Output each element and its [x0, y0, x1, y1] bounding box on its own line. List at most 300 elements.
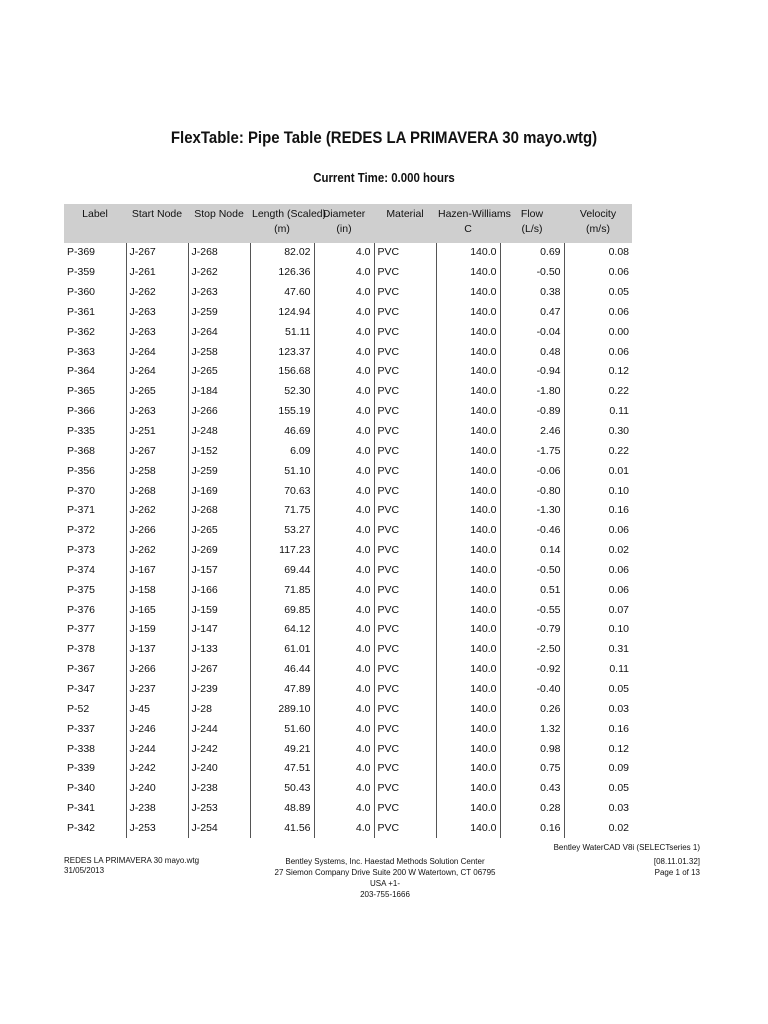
table-cell: J-259 — [188, 303, 250, 323]
table-cell: 4.0 — [314, 640, 374, 660]
footer-product: Bentley WaterCAD V8i (SELECTseries 1) — [553, 843, 700, 852]
table-cell: P-369 — [64, 243, 126, 263]
table-cell: 4.0 — [314, 818, 374, 838]
table-cell: J-165 — [126, 600, 188, 620]
table-cell: 4.0 — [314, 263, 374, 283]
table-cell: PVC — [374, 739, 436, 759]
table-cell: 4.0 — [314, 362, 374, 382]
table-cell: -0.50 — [500, 561, 564, 581]
table-cell: 4.0 — [314, 303, 374, 323]
table-cell: 0.00 — [608, 325, 629, 338]
footer-page-info — [654, 856, 700, 878]
table-cell: J-264 — [188, 322, 250, 342]
table-cell: P-377 — [64, 620, 126, 640]
table-cell: J-147 — [188, 620, 250, 640]
table-cell: 0.75 — [500, 759, 564, 779]
table-row — [64, 580, 632, 600]
table-cell: P-360 — [64, 283, 126, 303]
table-cell: J-262 — [188, 263, 250, 283]
table-cell: 51.60 — [250, 719, 314, 739]
table-row — [64, 699, 632, 719]
table-cell: 47.89 — [250, 680, 314, 700]
table-cell: J-266 — [126, 660, 188, 680]
table-row — [64, 263, 632, 283]
table-cell: 0.47 — [500, 303, 564, 323]
table-cell: 140.0 — [436, 263, 500, 283]
table-cell: 4.0 — [314, 461, 374, 481]
table-row — [64, 640, 632, 660]
table-cell: -2.50 — [500, 640, 564, 660]
footer-company-info — [270, 856, 500, 900]
table-cell: P-347 — [64, 680, 126, 700]
table-cell: 0.12 — [608, 365, 629, 378]
table-cell: J-268 — [188, 243, 250, 263]
footer-file-name: REDES LA PRIMAVERA 30 mayo.wtg — [64, 856, 200, 865]
table-cell: 4.0 — [314, 759, 374, 779]
table-cell: P-378 — [64, 640, 126, 660]
table-cell: 0.22 — [608, 385, 629, 398]
table-cell: 0.28 — [500, 799, 564, 819]
table-cell: J-248 — [188, 422, 250, 442]
table-row — [64, 541, 632, 561]
table-row — [64, 799, 632, 819]
footer-page-number: Page 1 of 13 — [654, 868, 700, 877]
table-cell: PVC — [374, 818, 436, 838]
table-cell: J-251 — [126, 422, 188, 442]
table-row — [64, 322, 632, 342]
table-cell: 140.0 — [436, 719, 500, 739]
table-cell: J-262 — [126, 541, 188, 561]
column-header — [314, 204, 374, 243]
table-cell: J-237 — [126, 680, 188, 700]
table-cell: J-137 — [126, 640, 188, 660]
table-cell: 140.0 — [436, 739, 500, 759]
table-cell: 0.69 — [500, 243, 564, 263]
table-cell: P-365 — [64, 382, 126, 402]
footer-date: 31/05/2013 — [64, 866, 105, 875]
table-cell: PVC — [374, 759, 436, 779]
table-cell: 0.16 — [608, 722, 629, 735]
table-cell: 4.0 — [314, 620, 374, 640]
table-cell: P-341 — [64, 799, 126, 819]
table-cell: J-266 — [126, 521, 188, 541]
table-row — [64, 422, 632, 442]
table-cell: 0.30 — [608, 425, 629, 438]
table-cell: 140.0 — [436, 243, 500, 263]
table-cell: 0.07 — [608, 603, 629, 616]
table-cell: 0.22 — [608, 444, 629, 457]
table-cell: PVC — [374, 719, 436, 739]
table-cell: J-265 — [188, 521, 250, 541]
table-cell: J-242 — [126, 759, 188, 779]
table-cell: 140.0 — [436, 342, 500, 362]
table-cell: 117.23 — [250, 541, 314, 561]
table-cell: 53.27 — [250, 521, 314, 541]
footer-company-line3: 203-755-1666 — [360, 890, 410, 899]
table-cell: P-375 — [64, 580, 126, 600]
table-cell: P-339 — [64, 759, 126, 779]
table-cell: 4.0 — [314, 382, 374, 402]
table-cell: 4.0 — [314, 481, 374, 501]
table-cell: 71.75 — [250, 501, 314, 521]
table-cell: J-242 — [188, 739, 250, 759]
table-cell: 4.0 — [314, 561, 374, 581]
footer-file-info — [64, 856, 199, 876]
table-cell: J-268 — [188, 501, 250, 521]
table-cell: P-363 — [64, 342, 126, 362]
table-cell: 0.10 — [608, 484, 629, 497]
column-header — [126, 204, 188, 243]
table-cell: 0.16 — [608, 504, 629, 517]
table-row — [64, 461, 632, 481]
table-cell: 140.0 — [436, 799, 500, 819]
table-cell: 0.05 — [608, 782, 629, 795]
table-cell: 4.0 — [314, 322, 374, 342]
table-cell: J-265 — [188, 362, 250, 382]
table-cell: 140.0 — [436, 580, 500, 600]
table-cell: 41.56 — [250, 818, 314, 838]
column-header-text: (L/s) — [521, 223, 543, 235]
table-cell: J-184 — [188, 382, 250, 402]
table-cell: 124.94 — [250, 303, 314, 323]
footer-version: [08.11.01.32] — [653, 857, 700, 866]
table-cell: PVC — [374, 620, 436, 640]
table-row — [64, 342, 632, 362]
table-cell: 4.0 — [314, 402, 374, 422]
column-header — [64, 204, 126, 243]
table-row — [64, 739, 632, 759]
current-time-label: Current Time: 0.000 hours — [313, 170, 455, 185]
table-cell: PVC — [374, 263, 436, 283]
header-row — [64, 204, 632, 243]
table-cell: J-269 — [188, 541, 250, 561]
table-cell: 0.06 — [608, 305, 629, 318]
table-cell: PVC — [374, 402, 436, 422]
table-cell: 0.48 — [500, 342, 564, 362]
table-cell: 140.0 — [436, 521, 500, 541]
table-cell: 140.0 — [436, 461, 500, 481]
table-cell: PVC — [374, 382, 436, 402]
column-header-text: (m) — [274, 223, 290, 235]
table-cell: PVC — [374, 521, 436, 541]
table-cell: P-373 — [64, 541, 126, 561]
table-cell: 4.0 — [314, 243, 374, 263]
table-cell: 4.0 — [314, 660, 374, 680]
table-row — [64, 521, 632, 541]
table-cell: PVC — [374, 283, 436, 303]
table-row — [64, 362, 632, 382]
table-cell: 140.0 — [436, 600, 500, 620]
column-header-text: Hazen-Williams — [438, 208, 511, 220]
table-cell: 0.11 — [609, 405, 629, 418]
table-cell: 0.10 — [608, 623, 629, 636]
table-cell: PVC — [374, 799, 436, 819]
table-cell: 289.10 — [250, 699, 314, 719]
table-cell: PVC — [374, 580, 436, 600]
table-row — [64, 382, 632, 402]
table-cell: 0.01 — [608, 464, 629, 477]
table-row — [64, 759, 632, 779]
table-cell: P-337 — [64, 719, 126, 739]
column-header-text: (in) — [336, 223, 352, 235]
table-row — [64, 620, 632, 640]
table-cell: P-374 — [64, 561, 126, 581]
table-cell: 0.51 — [500, 580, 564, 600]
table-cell: -0.40 — [500, 680, 564, 700]
table-cell: P-370 — [64, 481, 126, 501]
table-cell: 0.05 — [608, 682, 629, 695]
table-cell: J-28 — [188, 699, 250, 719]
table-row — [64, 243, 632, 263]
table-cell: 140.0 — [436, 640, 500, 660]
table-cell: 140.0 — [436, 759, 500, 779]
page-title: FlexTable: Pipe Table (REDES LA PRIMAVERA 30 mayo.wtg) — [170, 128, 598, 147]
table-cell: J-264 — [126, 362, 188, 382]
table-cell: 61.01 — [250, 640, 314, 660]
table-cell: 0.08 — [608, 246, 629, 259]
table-cell: 140.0 — [436, 699, 500, 719]
column-header — [564, 204, 632, 243]
table-cell: 46.69 — [250, 422, 314, 442]
table-cell: 0.06 — [608, 266, 629, 279]
table-cell: -0.80 — [500, 481, 564, 501]
table-cell: -0.50 — [500, 263, 564, 283]
table-cell: 0.14 — [500, 541, 564, 561]
column-header-text: Start Node — [131, 208, 183, 220]
table-cell: 4.0 — [314, 441, 374, 461]
table-cell: J-268 — [126, 481, 188, 501]
column-header-text: Length (Scaled) — [252, 208, 327, 220]
table-cell: P-359 — [64, 263, 126, 283]
table-cell: 4.0 — [314, 342, 374, 362]
table-cell: -0.79 — [500, 620, 564, 640]
table-cell: 0.43 — [500, 779, 564, 799]
column-header-text: Material — [386, 208, 424, 220]
table-cell: PVC — [374, 660, 436, 680]
table-cell: J-267 — [126, 441, 188, 461]
table-cell: 140.0 — [436, 283, 500, 303]
column-header-text: Flow — [520, 208, 544, 220]
table-cell: 126.36 — [250, 263, 314, 283]
table-cell: J-167 — [126, 561, 188, 581]
table-cell: J-264 — [126, 342, 188, 362]
table-cell: 140.0 — [436, 402, 500, 422]
table-cell: J-263 — [126, 322, 188, 342]
table-cell: 0.02 — [608, 821, 629, 834]
table-cell: J-267 — [126, 243, 188, 263]
footer-company-line2: 27 Siemon Company Drive Suite 200 W Watertown, CT 06795 USA +1- — [274, 868, 496, 888]
pipe-table-body — [64, 243, 632, 838]
pipe-table — [64, 204, 632, 838]
table-cell: 4.0 — [314, 501, 374, 521]
column-header-text: Stop Node — [194, 208, 244, 220]
table-cell: 4.0 — [314, 521, 374, 541]
table-cell: 155.19 — [250, 402, 314, 422]
table-row — [64, 818, 632, 838]
table-cell: 0.03 — [608, 702, 629, 715]
table-cell: 70.63 — [250, 481, 314, 501]
table-cell: 0.02 — [608, 544, 629, 557]
table-cell: 0.26 — [500, 699, 564, 719]
table-cell: 0.31 — [608, 643, 629, 656]
table-cell: P-372 — [64, 521, 126, 541]
table-cell: 4.0 — [314, 799, 374, 819]
table-cell: J-238 — [188, 779, 250, 799]
table-cell: PVC — [374, 680, 436, 700]
table-cell: PVC — [374, 561, 436, 581]
table-cell: 140.0 — [436, 481, 500, 501]
table-cell: -0.89 — [500, 402, 564, 422]
table-row — [64, 402, 632, 422]
table-cell: J-240 — [126, 779, 188, 799]
table-cell: 49.21 — [250, 739, 314, 759]
table-cell: 140.0 — [436, 362, 500, 382]
table-cell: J-261 — [126, 263, 188, 283]
table-cell: J-152 — [188, 441, 250, 461]
table-cell: P-361 — [64, 303, 126, 323]
table-cell: 4.0 — [314, 779, 374, 799]
table-cell: J-258 — [188, 342, 250, 362]
table-cell: J-169 — [188, 481, 250, 501]
table-cell: J-158 — [126, 580, 188, 600]
column-header — [374, 204, 436, 243]
table-cell: P-52 — [64, 699, 126, 719]
table-cell: 0.11 — [609, 663, 629, 676]
column-header-text: Label — [82, 208, 108, 220]
table-cell: J-240 — [188, 759, 250, 779]
table-cell: 69.44 — [250, 561, 314, 581]
table-cell: 0.38 — [500, 283, 564, 303]
table-cell: J-253 — [126, 818, 188, 838]
table-row — [64, 660, 632, 680]
table-cell: -0.55 — [500, 600, 564, 620]
table-cell: J-244 — [126, 739, 188, 759]
table-cell: 46.44 — [250, 660, 314, 680]
table-row — [64, 680, 632, 700]
table-cell: 51.11 — [250, 322, 314, 342]
table-cell: 4.0 — [314, 719, 374, 739]
table-cell: PVC — [374, 422, 436, 442]
footer-company-line1: Bentley Systems, Inc. Haestad Methods Solution Center — [285, 857, 485, 866]
table-cell: PVC — [374, 699, 436, 719]
table-row — [64, 283, 632, 303]
table-cell: PVC — [374, 779, 436, 799]
table-cell: 51.10 — [250, 461, 314, 481]
table-cell: J-157 — [188, 561, 250, 581]
table-row — [64, 441, 632, 461]
table-cell: 140.0 — [436, 382, 500, 402]
table-row — [64, 303, 632, 323]
table-cell: J-266 — [188, 402, 250, 422]
table-cell: 123.37 — [250, 342, 314, 362]
table-cell: P-366 — [64, 402, 126, 422]
table-cell: 0.06 — [608, 563, 629, 576]
table-cell: 50.43 — [250, 779, 314, 799]
table-cell: 71.85 — [250, 580, 314, 600]
table-cell: 64.12 — [250, 620, 314, 640]
table-cell: J-239 — [188, 680, 250, 700]
table-cell: PVC — [374, 303, 436, 323]
table-cell: J-45 — [126, 699, 188, 719]
table-cell: J-244 — [188, 719, 250, 739]
column-header-text: (m/s) — [586, 223, 610, 235]
table-cell: 140.0 — [436, 303, 500, 323]
table-cell: 140.0 — [436, 620, 500, 640]
table-cell: 140.0 — [436, 422, 500, 442]
table-cell: 0.03 — [608, 802, 629, 815]
table-cell: PVC — [374, 322, 436, 342]
table-cell: 0.16 — [500, 818, 564, 838]
table-cell: PVC — [374, 640, 436, 660]
table-cell: P-371 — [64, 501, 126, 521]
table-cell: P-356 — [64, 461, 126, 481]
table-cell: 140.0 — [436, 779, 500, 799]
table-cell: J-267 — [188, 660, 250, 680]
table-cell: 4.0 — [314, 283, 374, 303]
table-cell: 0.06 — [608, 524, 629, 537]
table-cell: 47.60 — [250, 283, 314, 303]
pipe-table-header — [64, 204, 632, 243]
table-cell: -0.46 — [500, 521, 564, 541]
table-cell: J-263 — [126, 402, 188, 422]
table-cell: 140.0 — [436, 541, 500, 561]
table-cell: P-364 — [64, 362, 126, 382]
table-cell: 156.68 — [250, 362, 314, 382]
table-cell: PVC — [374, 481, 436, 501]
table-cell: PVC — [374, 441, 436, 461]
table-cell: J-238 — [126, 799, 188, 819]
table-cell: -1.80 — [500, 382, 564, 402]
table-cell: 0.05 — [608, 286, 629, 299]
table-cell: 0.06 — [608, 583, 629, 596]
table-cell: 0.09 — [608, 762, 629, 775]
table-cell: P-376 — [64, 600, 126, 620]
table-cell: PVC — [374, 342, 436, 362]
table-cell: J-166 — [188, 580, 250, 600]
table-cell: J-258 — [126, 461, 188, 481]
table-cell: 82.02 — [250, 243, 314, 263]
table-cell: 48.89 — [250, 799, 314, 819]
table-cell: J-262 — [126, 283, 188, 303]
table-cell: J-133 — [188, 640, 250, 660]
table-cell: -0.94 — [500, 362, 564, 382]
table-cell: PVC — [374, 501, 436, 521]
table-cell: PVC — [374, 461, 436, 481]
table-cell: J-254 — [188, 818, 250, 838]
table-cell: -0.04 — [500, 322, 564, 342]
table-cell: P-340 — [64, 779, 126, 799]
table-cell: 140.0 — [436, 660, 500, 680]
table-cell: 69.85 — [250, 600, 314, 620]
column-header-text: Velocity — [579, 208, 617, 220]
table-cell: 4.0 — [314, 699, 374, 719]
column-header-text: C — [464, 223, 472, 235]
table-cell: 47.51 — [250, 759, 314, 779]
table-row — [64, 501, 632, 521]
table-cell: P-342 — [64, 818, 126, 838]
table-cell: 0.06 — [608, 345, 629, 358]
table-cell: J-159 — [126, 620, 188, 640]
table-cell: 4.0 — [314, 541, 374, 561]
table-cell: -1.75 — [500, 441, 564, 461]
table-cell: 140.0 — [436, 680, 500, 700]
table-cell: 4.0 — [314, 422, 374, 442]
table-row — [64, 600, 632, 620]
table-row — [64, 779, 632, 799]
table-row — [64, 561, 632, 581]
column-header — [436, 204, 511, 243]
table-cell: 140.0 — [436, 322, 500, 342]
